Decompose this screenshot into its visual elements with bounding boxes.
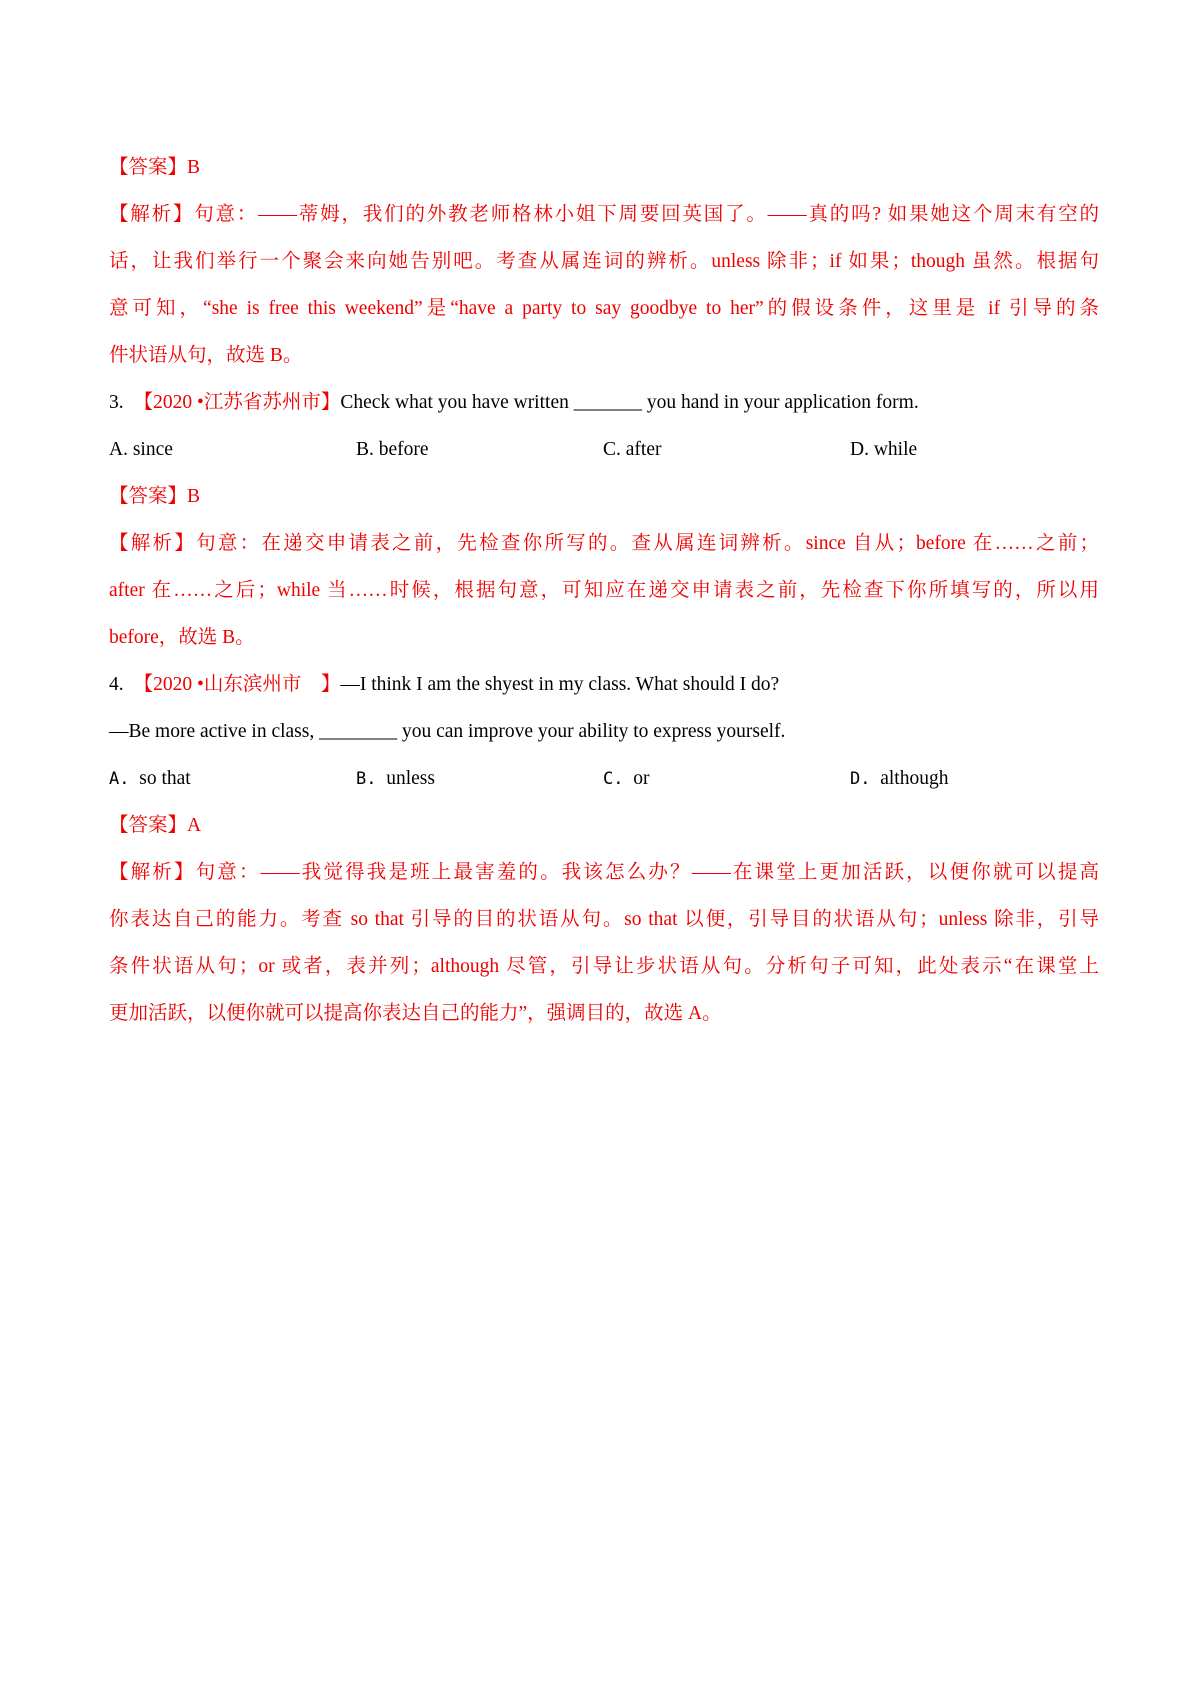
- q2-analysis-line-2: 话，让我们举行一个聚会来向她告别吧。考查从属连词的辨析。unless 除非；if 如果；though 虽然。根据句: [109, 251, 1099, 272]
- q3-question: [109, 379, 1099, 427]
- q4-stem-line-1: —I think I am the shyest in my class. What should I do?: [340, 674, 780, 695]
- q4-analysis-line-4: 更加活跃，以便你就可以提高你表达自己的能力”，强调目的，故选 A。: [109, 1003, 722, 1024]
- q3-option-a: A. since: [109, 439, 173, 460]
- q3-analysis-line-3: before，故选 B。: [109, 627, 255, 648]
- q3-number: 3.: [109, 392, 124, 413]
- q4-number: 4.: [109, 674, 124, 695]
- q4-stem-line-2: —Be more active in class, ________ you can improve your ability to express yourself.: [109, 721, 786, 742]
- q3-source: 【2020 •江苏省苏州市】: [133, 392, 341, 413]
- q4-analysis-line-3: 条件状语从句；or 或者，表并列；although 尽管，引导让步状语从句。分析句子可知，此处表示“在课堂上: [109, 956, 1099, 977]
- q4-options: [109, 755, 1099, 803]
- q3-option-d: D. while: [850, 439, 918, 460]
- q4-analysis-line-1: 【解析】句意：——我觉得我是班上最害羞的。我该怎么办？——在课堂上更加活跃，以便你就可以提高: [109, 862, 1099, 883]
- q4-option-c: C. or: [603, 768, 650, 789]
- q4-option-d: D. although: [850, 768, 949, 789]
- q2-analysis-line-3: 意可知，“she is free this weekend”是“have a party to say goodbye to her”的假设条件，这里是 if 引导的条: [109, 298, 1099, 319]
- q3-stem: Check what you have written _______ you hand in your application form.: [340, 392, 919, 413]
- q3-answer: 【答案】B: [109, 486, 201, 507]
- q2-analysis-line-4: 件状语从句，故选 B。: [109, 345, 303, 366]
- q3-analysis-line-1: 【解析】句意：在递交申请表之前，先检查你所写的。查从属连词辨析。since 自从；before 在……之前；: [109, 533, 1099, 554]
- q3-analysis-line-2: after 在……之后；while 当……时候，根据句意，可知应在递交申请表之前，先检查下你所填写的，所以用: [109, 580, 1099, 601]
- q4-option-b: B. unless: [356, 768, 435, 789]
- q3-option-b: B. before: [356, 439, 429, 460]
- q4-option-a: A. so that: [109, 768, 191, 789]
- q4-source: 【2020 •山东滨州市 】: [133, 674, 341, 695]
- q2-analysis-line-1: 【解析】句意：——蒂姆，我们的外教老师格林小姐下周要回英国了。——真的吗? 如果她这个周末有空的: [109, 204, 1099, 225]
- q4-analysis-line-2: 你表达自己的能力。考查 so that 引导的目的状语从句。so that 以便，引导目的状语从句；unless 除非，引导: [109, 909, 1099, 930]
- q3-option-c: C. after: [603, 439, 662, 460]
- q3-options: [109, 426, 1099, 474]
- q4-answer: 【答案】A: [109, 815, 202, 836]
- q2-answer: 【答案】B: [109, 157, 201, 178]
- q4-question: [109, 661, 1099, 709]
